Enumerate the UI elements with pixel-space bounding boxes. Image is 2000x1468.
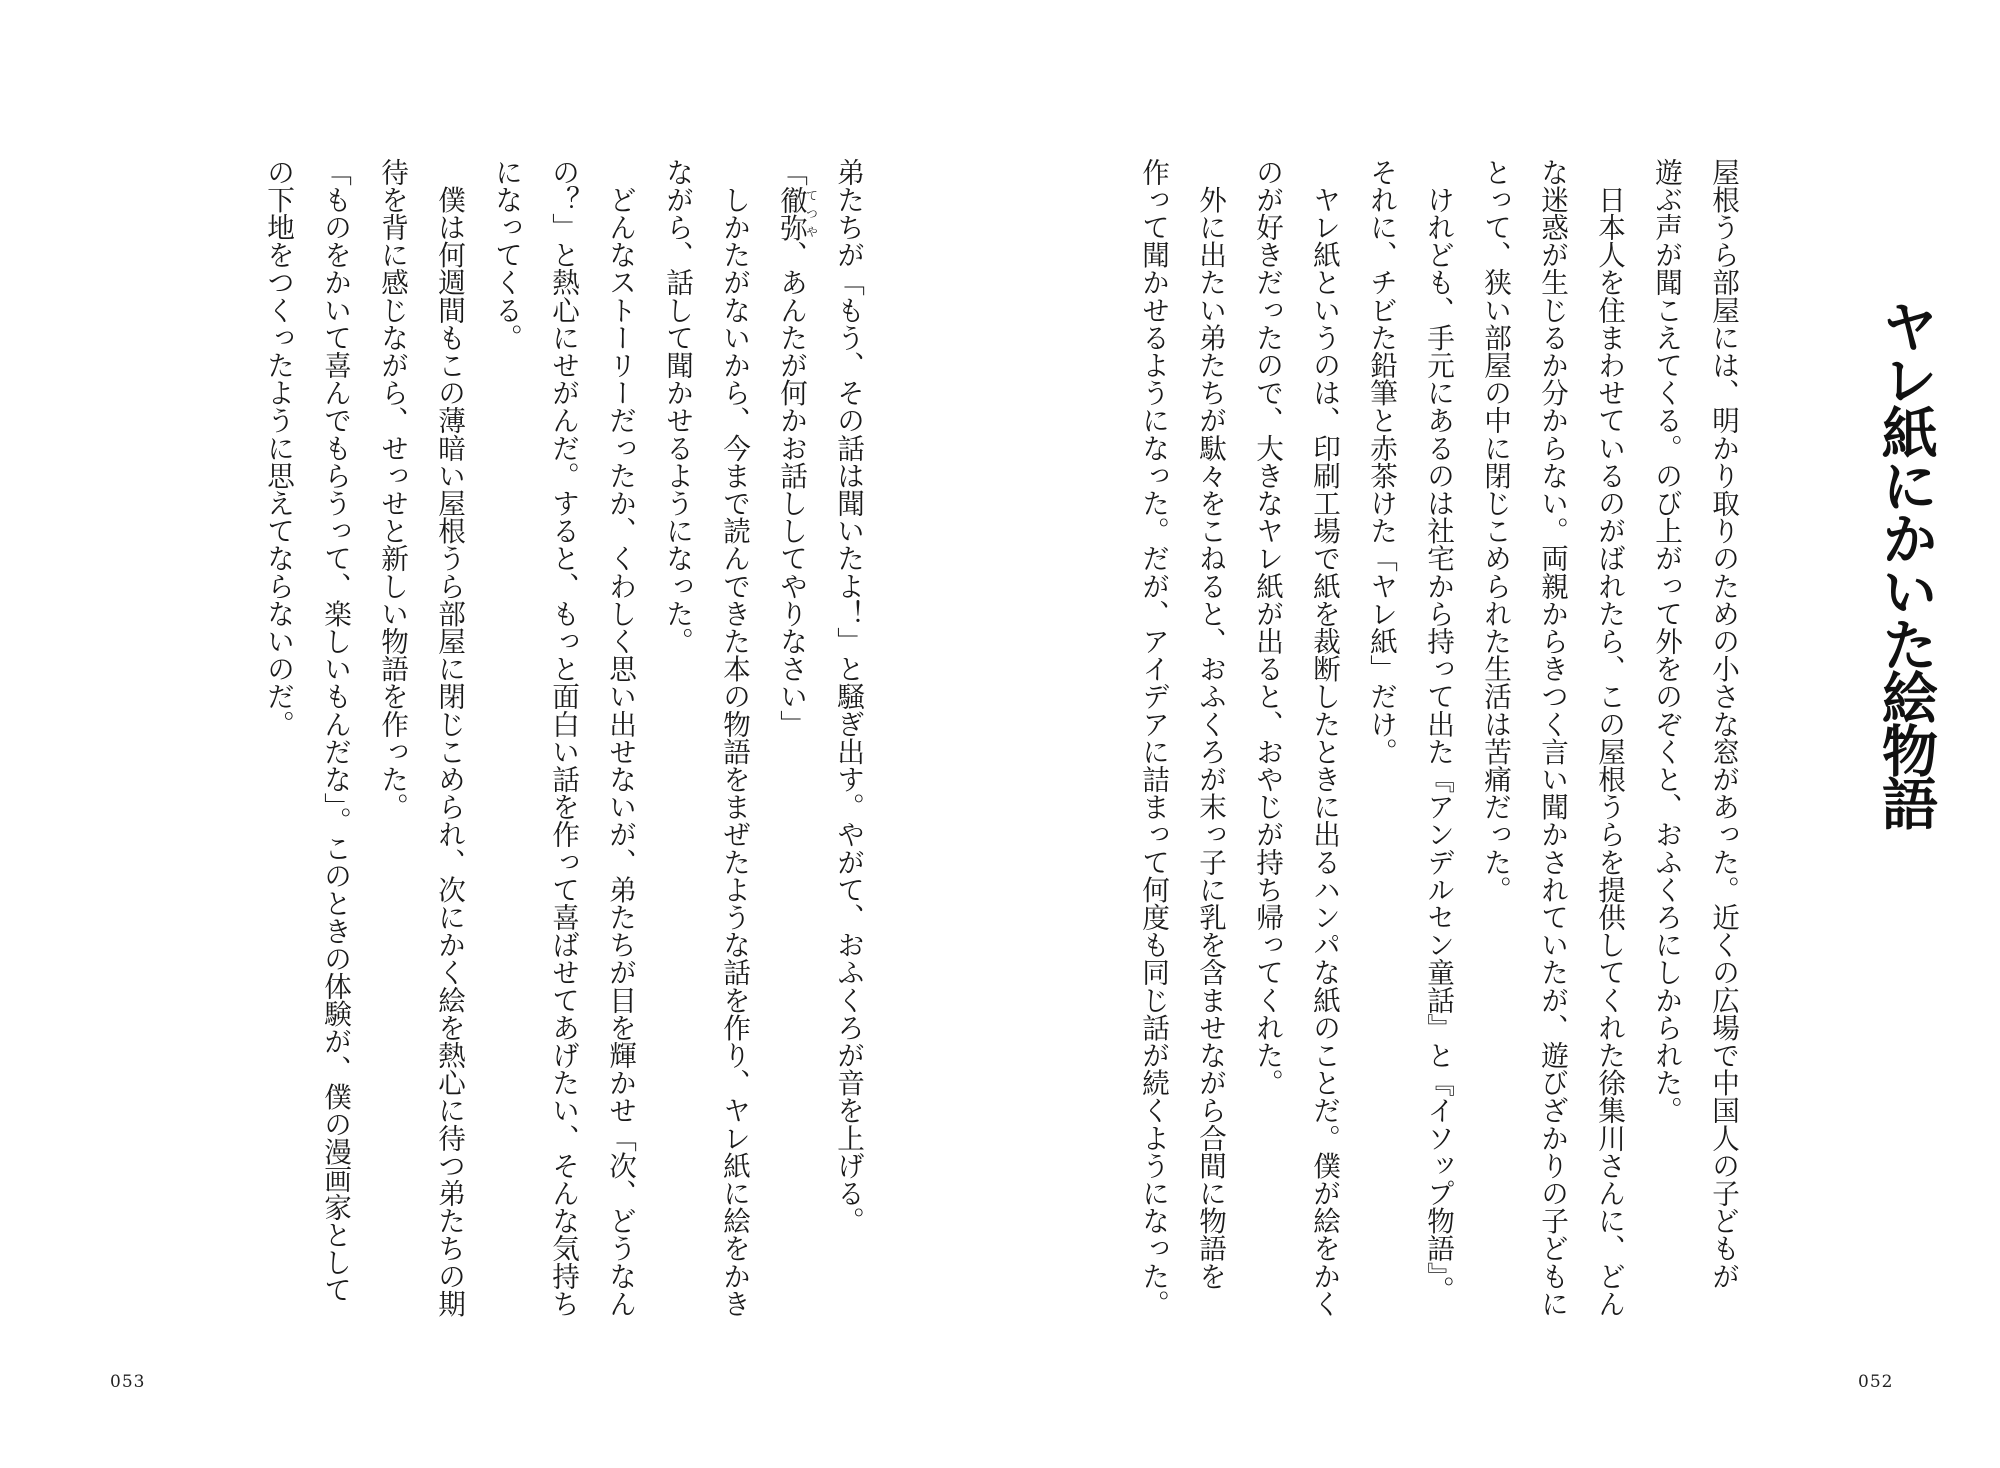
page-number-left: 053 [110,1372,146,1392]
ruby-reading: てつや [804,185,819,241]
text-line: 作って聞かせるようになった。だが、アイデアに詰まって何度も同じ話が続くようになった。 [1137,158,1170,1318]
text-line-with-ruby [763,158,820,1303]
text-line: の？」と熱心にせがんだ。すると、もっと面白い話を作って喜ばせてあげたい、そんな気持ち [547,158,580,1318]
text-line: になってくる。 [490,158,523,352]
text-line: 日本人を住まわせているのがばれたら、この屋根うらを提供してくれた徐集川さんに、どん [1593,158,1626,1318]
text-segment: 「 [775,158,808,186]
right-page-body [1125,158,1752,1318]
text-line: ながら、話して聞かせるようになった。 [661,158,694,655]
text-line: 弟たちが「もう、その話は聞いたよ！」と騒ぎ出す。やがて、おふくろが音を上げる。 [832,158,865,1235]
left-page-body [250,158,877,1318]
text-line: それに、チビた鉛筆と赤茶けた「ヤレ紙」だけ。 [1365,158,1398,766]
text-line: 屋根うら部屋には、明かり取りのための小さな窓があった。近くの広場で中国人の子どもが [1707,158,1740,1290]
text-line: けれども、手元にあるのは社宅から持って出た『アンデルセン童話』と『イソップ物語』。 [1422,158,1455,1304]
text-line: 外に出たい弟たちが駄々をこねると、おふくろが末っ子に乳を含ませながら合間に物語を [1194,158,1227,1290]
text-line: 僕は何週間もこの薄暗い屋根うら部屋に閉じこめられ、次にかく絵を熱心に待つ弟たちの期 [433,158,466,1318]
text-line: しかたがないから、今まで読んできた本の物語をまぜたような話を作り、ヤレ紙に絵をかき [718,158,751,1318]
chapter-title: ヤレ紙にかいた絵物語 [1873,298,1938,828]
text-line: の下地をつくったように思えてならないのだ。 [262,158,295,738]
text-line: とって、狭い部屋の中に閉じこめられた生活は苦痛だった。 [1479,158,1512,904]
text-line: 遊ぶ声が聞こえてくる。のび上がって外をのぞくと、おふくろにしかられた。 [1650,158,1683,1124]
name-with-furigana [775,185,819,241]
text-line: 待を背に感じながら、せっせと新しい物語を作った。 [376,158,409,821]
ruby-base: 徹弥 [775,185,808,241]
text-line: ヤレ紙というのは、印刷工場で紙を裁断したときに出るハンパな紙のことだ。僕が絵をかく [1308,158,1341,1318]
text-segment: 、あんたが何かお話ししてやりなさい」 [775,240,808,738]
text-line: どんなストーリーだったか、くわしく思い出せないが、弟たちが目を輝かせ「次、どうなん [604,158,637,1318]
text-line: 「ものをかいて喜んでもらうって、楽しいもんだな」。このときの体験が、僕の漫画家として [319,158,352,1304]
page-number-right: 052 [1858,1372,1894,1392]
text-line: な迷惑が生じるか分からない。両親からきつく言い聞かされていたが、遊びざかりの子どもに [1536,158,1569,1318]
text-line: のが好きだったので、大きなヤレ紙が出ると、おやじが持ち帰ってくれた。 [1251,158,1284,1097]
